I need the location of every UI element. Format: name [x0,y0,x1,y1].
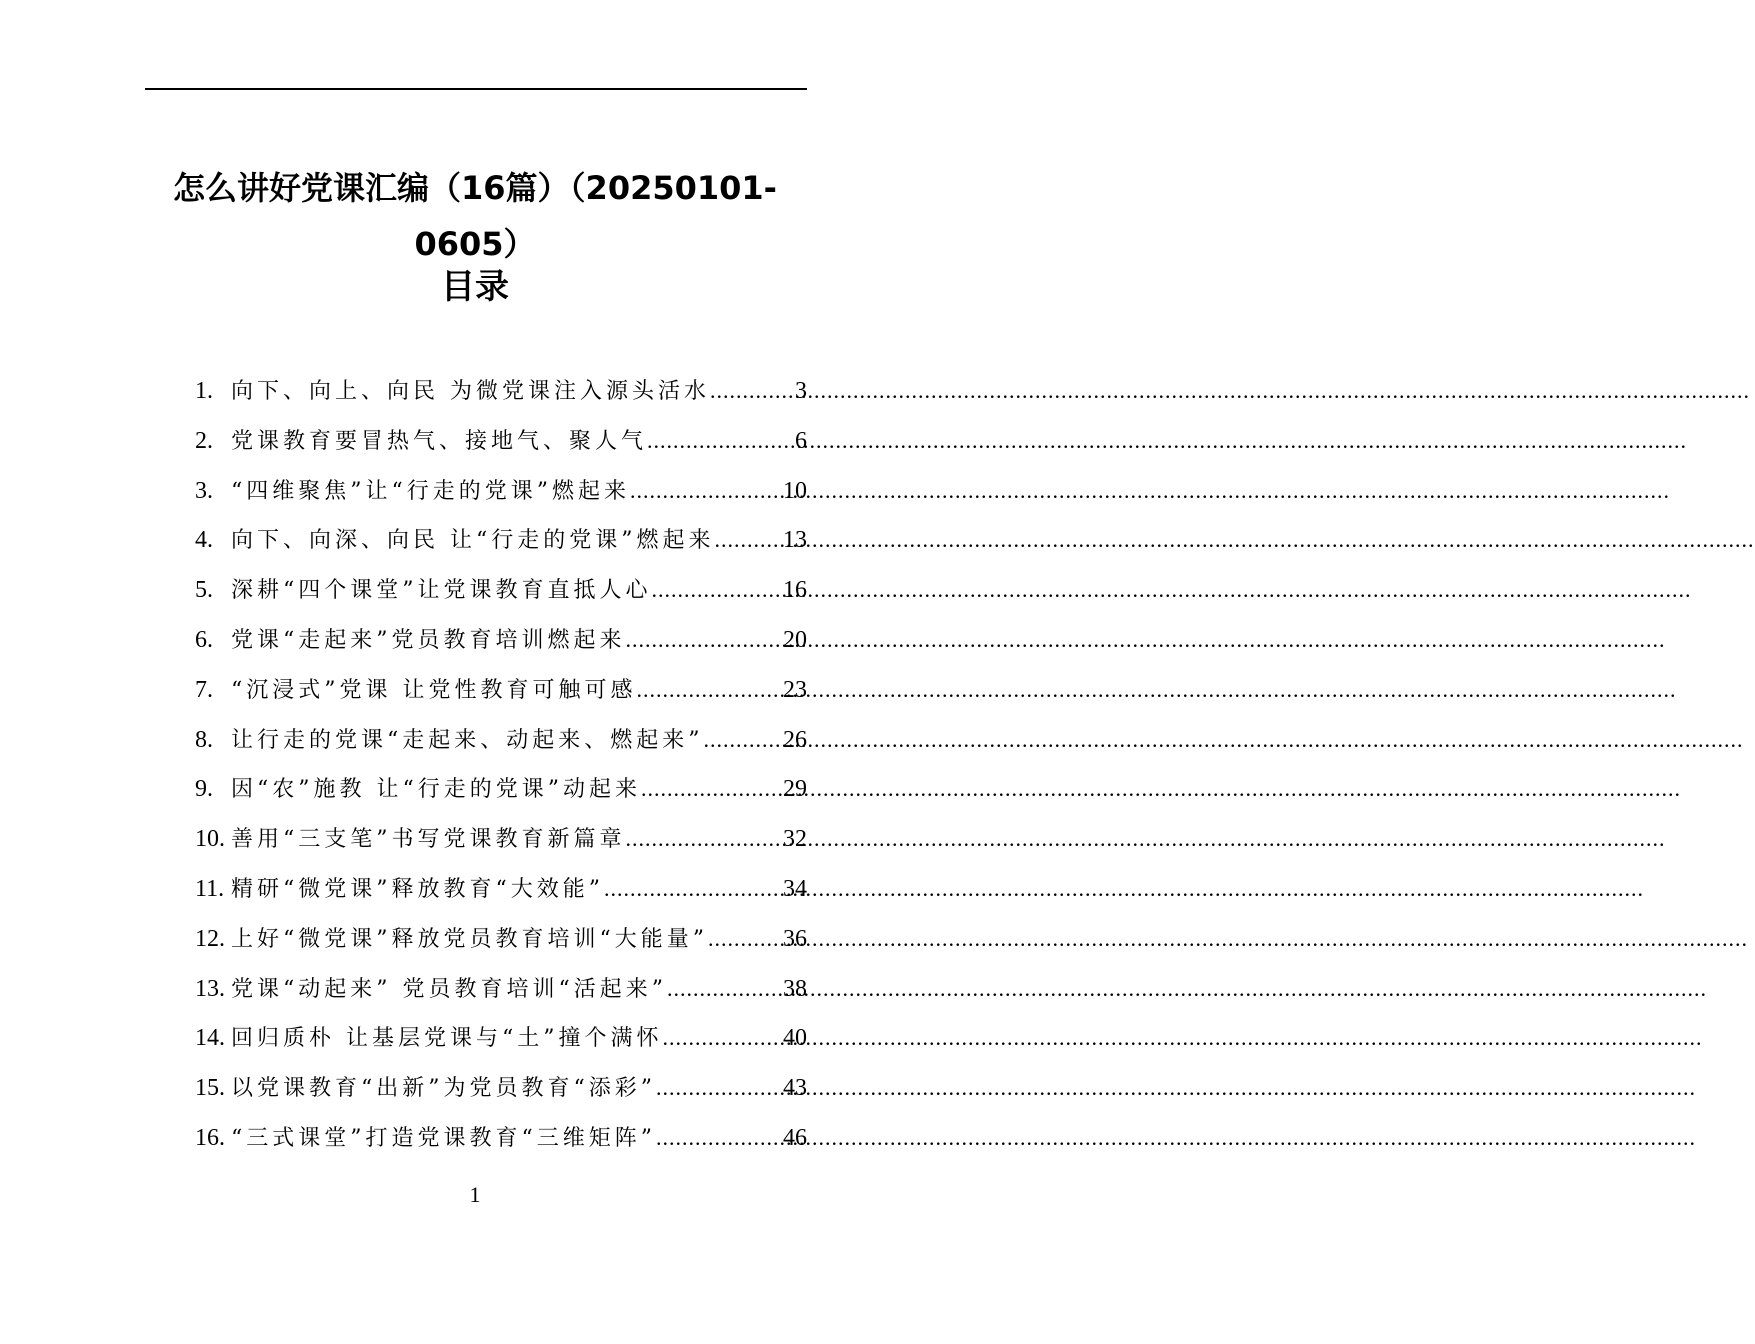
toc-entry-page[interactable]: 26 [783,726,807,753]
toc-dot-leader [637,665,784,715]
toc-entry-page[interactable]: 6 [795,427,807,454]
toc-entry-title[interactable]: 因“农”施教 让“行走的党课”动起来 [231,777,641,803]
toc-dot-leader [626,615,784,665]
toc-entry-number: 3. [195,477,213,504]
toc-dot-leader [704,715,784,765]
toc-entry-page[interactable]: 23 [783,676,807,703]
toc-entry-number: 12. [195,925,225,952]
toc-entry-number: 1. [195,378,213,404]
toc-entry-page[interactable]: 16 [783,577,807,604]
toc-entry-page[interactable]: 32 [783,826,807,853]
page-number: 1 [469,1182,481,1207]
toc-dot-leader [656,1113,783,1163]
toc-entry-number: 11. [195,875,225,902]
toc-entry-number: 13. [195,975,225,1002]
toc-entry[interactable] [195,615,807,665]
toc-entry-page[interactable]: 10 [783,477,807,504]
toc-entry-number: 6. [195,626,213,653]
toc-entry-number: 10. [195,826,225,853]
toc-entry-page[interactable]: 43 [783,1075,807,1102]
toc-entry[interactable] [195,515,807,565]
toc-entry[interactable] [195,1013,807,1063]
toc-entry-page[interactable]: 3 [795,378,807,404]
toc-entry[interactable] [195,466,807,516]
toc-entry[interactable] [195,715,807,765]
toc-dot-leader [663,1013,784,1063]
toc-dot-leader [667,964,783,1014]
toc-entry[interactable] [195,1113,807,1163]
toc-entry-title[interactable]: 向下、向深、向民 让“行走的党课”燃起来 [231,528,715,554]
toc-entry-title[interactable]: 向下、向上、向民 为微党课注入源头活水 [231,379,710,404]
toc-dot-leader [641,764,783,814]
toc-entry[interactable] [195,814,807,864]
toc-dot-leader [626,814,784,864]
toc-entry-number: 5. [195,577,213,604]
toc-dot-leader [715,515,784,565]
toc-entry-title[interactable]: 善用“三支笔”书写党课教育新篇章 [231,827,626,853]
toc-entry-number: 9. [195,776,213,803]
toc-entry[interactable] [195,764,807,814]
toc-entry-title[interactable]: 党课教育要冒热气、接地气、聚人气 [231,428,648,454]
toc-entry[interactable] [195,914,807,964]
toc-heading: 目录 [441,267,509,307]
toc-entry-page[interactable]: 20 [783,626,807,653]
toc-entry-title[interactable]: 精研“微党课”释放教育“大效能” [231,876,604,902]
toc-entry[interactable] [195,1063,807,1113]
toc-entry-title[interactable]: 深耕“四个课堂”让党课教育直抵人心 [231,578,652,604]
toc-dot-leader [656,1063,783,1113]
toc-dot-leader [604,864,783,914]
toc-entry-title[interactable]: 党课“动起来” 党员教育培训“活起来” [231,976,667,1002]
toc-entry[interactable] [195,864,807,914]
toc-entry-number: 2. [195,427,213,454]
toc-entry-page[interactable]: 38 [783,975,807,1002]
toc-entry-number: 7. [195,676,213,703]
toc-entry-title[interactable]: 以党课教育“出新”为党员教育“添彩” [231,1076,656,1102]
toc-dot-leader [708,914,783,964]
toc-entry-title[interactable]: “四维聚焦”让“行走的党课”燃起来 [231,478,630,504]
document-title: 怎么讲好党课汇编（16篇）（20250101-0605） [173,169,777,263]
toc-entry-number: 8. [195,726,213,753]
toc-dot-leader [647,416,795,466]
toc-entry-title[interactable]: “三式课堂”打造党课教育“三维矩阵” [231,1125,656,1151]
toc-entry-title[interactable]: 上好“微党课”释放党员教育培训“大能量” [231,926,708,952]
toc-entry[interactable] [195,366,807,416]
toc-entry-page[interactable]: 13 [783,527,807,554]
toc-entry-number: 16. [195,1124,225,1151]
toc-entry-title[interactable]: 回归质朴 让基层党课与“土”撞个满怀 [231,1026,663,1052]
toc-dot-leader [652,565,784,615]
toc-entry[interactable] [195,565,807,615]
toc-dot-leader [710,366,795,416]
toc-entry-page[interactable]: 36 [783,925,807,952]
toc-entry-page[interactable]: 40 [783,1025,807,1052]
toc-entry-page[interactable]: 34 [783,875,807,902]
toc-dot-leader [630,466,783,516]
toc-entry[interactable] [195,964,807,1014]
toc-entry-page[interactable]: 29 [783,776,807,803]
toc-entry-number: 15. [195,1075,225,1102]
toc-entry-page[interactable]: 46 [783,1124,807,1151]
toc-entry-title[interactable]: 让行走的党课“走起来、动起来、燃起来” [231,727,704,753]
toc-entry-number: 14. [195,1025,225,1052]
toc-entry[interactable] [195,416,807,466]
header-rule [145,88,807,90]
toc-entry-number: 4. [195,527,213,554]
toc-entry[interactable] [195,665,807,715]
toc-entry-title[interactable]: “沉浸式”党课 让党性教育可触可感 [231,677,637,703]
toc-entry-title[interactable]: 党课“走起来”党员教育培训燃起来 [231,627,626,653]
table-of-contents [195,366,807,1163]
